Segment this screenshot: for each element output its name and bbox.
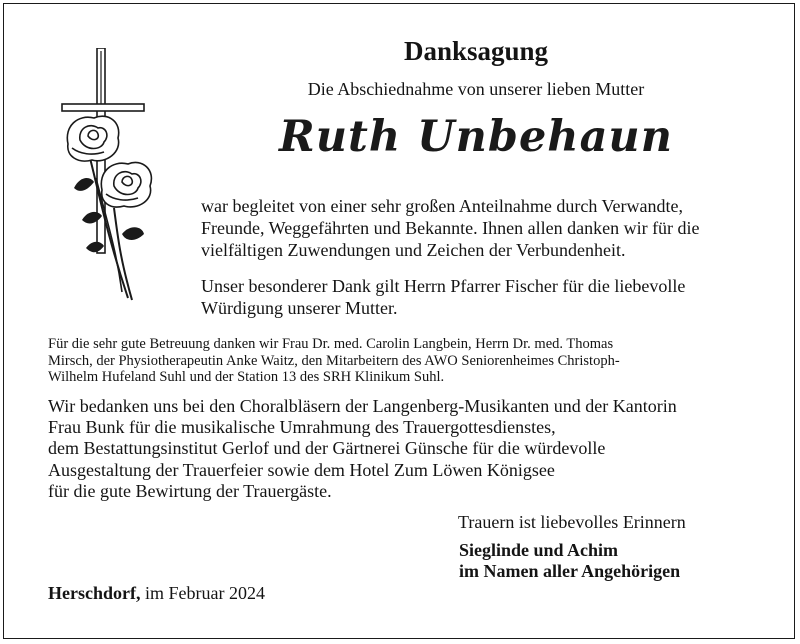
place-date <box>48 583 265 604</box>
paragraph-condolence <box>201 195 700 261</box>
text-line: war begleitet von einer sehr großen Anteilnahme durch Verwandte, <box>201 196 684 216</box>
text-line: Für die sehr gute Betreuung danken wir Frau Dr. med. Carolin Langbein, Herrn Dr. med. Thomas <box>48 336 614 352</box>
paragraph-care-thanks <box>48 336 620 386</box>
text-line: Unser besonderer Dank gilt Herrn Pfarrer Fischer für die liebevolle <box>201 276 686 296</box>
heading-title: Danksagung <box>403 36 549 66</box>
text-line: Wilhelm Hufeland Suhl und der Station 13 des SRH Klinikum Suhl. <box>48 369 445 385</box>
signature-family: im Namen aller Angehörigen <box>459 561 681 581</box>
motto: Trauern ist liebevolles Erinnern <box>458 512 686 532</box>
text-line: Würdigung unserer Mutter. <box>201 298 398 318</box>
intro-line: Die Abschiednahme von unserer lieben Mutter <box>307 79 645 99</box>
text-line: für die gute Bewirtung der Trauergäste. <box>48 480 332 501</box>
deceased-name: Ruth Unbehaun <box>279 112 673 162</box>
text-line: Mirsch, der Physiotherapeutin Anke Waitz, den Mitarbeitern des AWO Seniorenheimes Christoph- <box>48 352 620 369</box>
place-name: Herschdorf, <box>48 583 141 603</box>
date-text: im Februar 2024 <box>144 583 265 603</box>
text-line: Wir bedanken uns bei den Choralbläsern der Langenberg-Musikanten und der Kantorin <box>48 396 677 416</box>
signature <box>459 540 680 582</box>
text-line: Freunde, Weggefährten und Bekannte. Ihnen allen danken wir für die <box>201 218 700 238</box>
paragraph-ceremony-thanks <box>48 396 677 502</box>
text-line: Ausgestaltung der Trauerfeier sowie dem Hotel Zum Löwen Königsee <box>48 459 555 480</box>
signature-names: Sieglinde und Achim <box>459 540 619 560</box>
text-line: Frau Bunk für die musikalische Umrahmung des Trauergottesdienstes, <box>48 417 556 438</box>
text-line: vielfältigen Zuwendungen und Zeichen der Verbundenheit. <box>201 240 626 260</box>
text-line: dem Bestattungsinstitut Gerlof und der Gärtnerei Günsche für die würdevolle <box>48 438 606 459</box>
paragraph-pastor-thanks <box>201 275 685 319</box>
